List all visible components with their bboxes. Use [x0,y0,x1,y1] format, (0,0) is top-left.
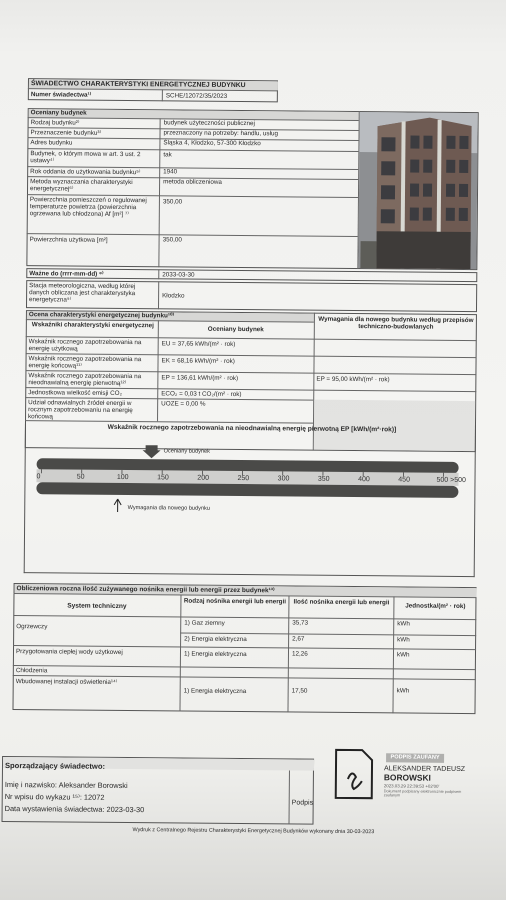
usable-area-label: Powierzchnia użytkowa [m²] [29,236,108,244]
col-system-header: System techniczny [67,602,127,611]
heated-area-label: Powierzchnia pomieszczeń o regulowanej temperaturze powietrza (powierzchnia ogrzewana lub chłodzona) Af [m²] ⁷⁾ [29,196,147,219]
method-label: Metoda wyznaczania charakterystyki energetycznej⁶⁾ [30,178,133,193]
oze-value: UOZE = 0,00 % [161,400,206,408]
issue-date: Data wystawienia świadectwa: 2023-03-30 [4,803,145,815]
amount-heating-1: 35,73 [292,619,309,627]
eu-value: EU = 37,65 kWh/(m² · rok) [161,340,236,348]
ep-value: EP = 136,61 kWh/(m² · rok) [161,374,239,383]
system-heating: Ogrzewczy [16,623,48,631]
carrier-lighting: 1) Energia elektryczna [183,687,247,696]
scale-tick-label: 500 >500 [436,476,466,484]
building-year-value: 1940 [163,168,178,176]
co2-label: Jednostkowa wielkość emisji CO₂ [28,389,123,397]
scale-tick-label: 100 [116,473,129,482]
chart-title: Wskaźnik rocznego zapotrzebowania na nieodnawialną energię pierwotną EP [kWh/(m²·rok)] [107,423,397,434]
author-registry: Nr wpisu do wykazu ¹⁵⁾: 12072 [4,791,105,802]
usable-area-value: 350,00 [162,236,182,244]
scale-tick-label: 150 [157,474,169,482]
consumption-section-title: Obliczeniowa roczna ilość zużywanego nośnika energii lub energii przez budynek¹³⁾ [16,584,275,594]
certificate-title: ŚWIADECTWO CHARAKTERYSTYKI ENERGETYCZNEJ BUDYNKU [30,79,246,89]
document-icon [3,78,490,862]
building-year-label: Rok oddania do użytkowania budynku⁵⁾ [30,168,141,177]
building-purpose-label: Przeznaczenie budynku³⁾ [30,129,102,137]
footer-note: Wydruk z Centralnego Rejestru Charakterystyki Energetycznej Budynków wykonany dnia 30-03-2023 [132,827,375,836]
unit-hot-water: kWh [396,651,410,659]
building-article-label: Budynek, o którym mowa w art. 3 ust. 2 ustawy⁴⁾ [30,150,141,165]
author-name: Imię i nazwisko: Aleksander Borowski [4,779,128,791]
unit-lighting: kWh [396,687,410,695]
col-unit-header: Jednostka/(m² · rok) [405,602,466,610]
building-type-label: Rodzaj budynku²⁾ [30,119,80,127]
co2-value: ECO₂ = 0,03 t CO₂/(m² · rok) [161,390,242,399]
scale-tick-label: 300 [277,475,290,483]
building-purpose-value: przeznaczony na potrzeby: handlu, usług [163,129,279,138]
carrier-heating-1: 1) Gaz ziemny [184,619,225,627]
building-article-value: tak [163,151,172,159]
amount-heating-2: 2,67 [292,635,305,643]
col-amount-header: Ilość nośnika energii lub energii [293,598,390,607]
ek-value: EK = 68,16 kWh/(m² · rok) [161,357,235,365]
weather-station-label: Stacja meteorologiczna, według której danych obliczana jest charakterystyka energetyczna⁹⁾ [29,282,136,304]
new-building-marker-label: Wymagania dla nowego budynku [127,505,211,512]
col-indicators-header: Wskaźniki charakterystyki energetycznej [31,321,154,330]
unit-heating-2: kWh [397,636,410,644]
ep-requirement: EP = 95,00 kWh/(m² · rok) [316,375,390,384]
certificate-number-value: SCHE/12072/35/2023 [165,92,228,100]
eu-label: Wskaźnik rocznego zapotrzebowania na energię użytkową [28,338,142,353]
heated-area-value: 350,00 [162,198,183,206]
carrier-heating-2: 2) Energia elektryczna [184,635,247,644]
system-lighting: Wbudowanej instalacji oświetlenia¹⁴⁾ [15,678,118,686]
carrier-hot-water: 1) Energia elektryczna [183,650,247,659]
building-section-title: Oceniany budynek [30,109,87,117]
unit-heating-1: kWh [397,620,410,628]
scale-tick-label: 400 [358,476,370,484]
scale-tick-label: 0 [36,473,41,481]
col-requirements-header: Wymagania dla nowego budynku według przepisów techniczno-budowlanych [318,315,474,331]
oze-label: Udział odnawialnych źródeł energii w rocznym zapotrzebowaniu na energię końcową [28,399,133,421]
valid-until-value: 2033-03-30 [162,270,195,279]
building-type-value: budynek użyteczności publicznej [163,119,256,128]
signer-last-name: BOROWSKI [383,772,431,783]
amount-lighting: 17,50 [291,687,308,695]
signature-label: Podpis [291,799,314,807]
certificate-number-label: Numer świadectwa¹⁾ [30,91,92,99]
scale-tick-label: 200 [197,474,210,482]
signature-note: Dokument podpisany elektronicznie podpisem zaufanym [383,789,462,798]
ep-label: Wskaźnik rocznego zapotrzebowania na nieodnawialną energię pierwotną¹²⁾ [28,372,142,388]
method-value: metoda obliczeniowa [163,178,222,186]
scale-tick-label: 50 [76,473,85,481]
building-marker-label: Oceniany budynek [163,448,210,455]
building-address-value: Śląska 4, Kłodzko, 57-300 Kłodzko [163,139,261,148]
system-cooling: Chłodzenia [15,667,48,675]
scale-tick-label: 350 [317,475,330,483]
weather-station-value: Kłodzko [162,292,185,300]
system-hot-water: Przygotowania ciepłej wody użytkowej [15,648,123,657]
col-building-header: Oceniany budynek [207,325,264,334]
signature-date: 2023.03.29 22:39:53 +02'00' [383,783,440,789]
author-title: Sporządzający świadectwo: [4,760,106,771]
assessment-section-title: Ocena charakterystyki energetycznej budynku¹⁰⁾ [28,311,175,320]
trusted-signature-badge: PODPIS ZAUFANY [386,753,444,763]
signer-first-name: ALEKSANDER TADEUSZ [383,765,466,773]
scale-tick-label: 450 [398,476,411,484]
valid-until-label: Ważne do (rrrr-mm-dd) ⁸⁾ [29,269,104,278]
col-carrier-header: Rodzaj nośnika energii lub energii [183,597,287,606]
scale-tick-label: 250 [237,475,250,483]
ek-label: Wskaźnik rocznego zapotrzebowania na energię końcową¹¹⁾ [28,355,142,370]
building-address-label: Adres budynku [30,139,73,147]
amount-hot-water: 12,26 [291,650,308,658]
